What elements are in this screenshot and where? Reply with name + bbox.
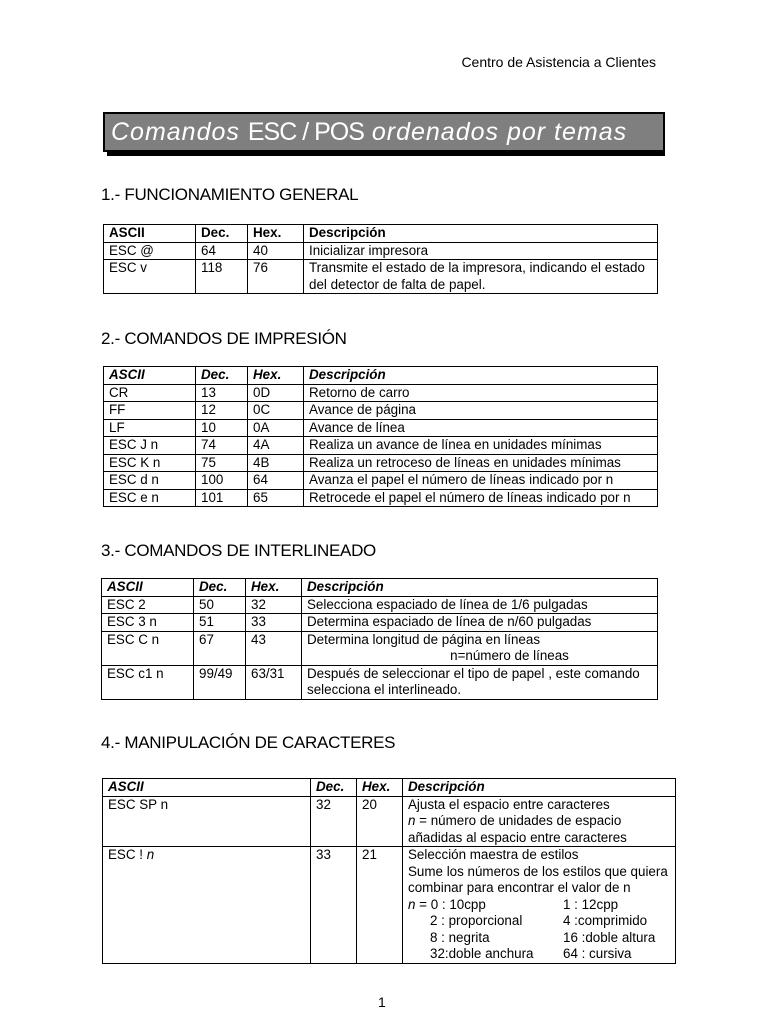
table-row — [104, 242, 658, 260]
col-header-desc: Descripción — [403, 779, 676, 797]
col-header-ascii: ASCII — [104, 225, 196, 243]
cell-dec: 118 — [196, 260, 248, 294]
col-header-desc: Descripción — [304, 367, 658, 385]
cell-desc: Determina espaciado de línea de n/60 pulgadas — [302, 614, 658, 632]
cell-dec: 13 — [196, 384, 248, 402]
cell-desc-line1: Selección maestra de estilos — [408, 847, 579, 862]
cell-hex: 4B — [248, 454, 304, 472]
var-n: n — [408, 813, 416, 828]
cell-ascii: ESC c1 n — [102, 665, 194, 699]
col-header-desc: Descripción — [304, 225, 658, 243]
cell-ascii: LF — [104, 419, 196, 437]
table-row — [102, 631, 658, 665]
cell-desc — [302, 631, 658, 665]
cell-dec: 12 — [196, 402, 248, 420]
cell-desc-line1: Ajusta el espacio entre caracteres — [408, 796, 610, 812]
table-row — [104, 454, 658, 472]
table-header-row — [104, 367, 658, 385]
col-header-ascii: ASCII — [104, 367, 196, 385]
table-row — [104, 384, 658, 402]
document-title — [103, 112, 665, 152]
cell-desc: Inicializar impresora — [304, 242, 658, 260]
cell-ascii: ESC 3 n — [102, 614, 194, 632]
cell-desc-line2 — [408, 813, 670, 846]
table-header-row — [103, 779, 676, 797]
col-header-dec: Dec. — [194, 579, 246, 597]
table-row — [102, 614, 658, 632]
style-values-grid — [408, 897, 670, 963]
table-row — [104, 437, 658, 455]
cell-ascii: FF — [104, 402, 196, 420]
section-heading-2: 2.- COMANDOS DE IMPRESIÓN — [101, 329, 347, 348]
table-row — [102, 596, 658, 614]
cell-dec: 99/49 — [194, 665, 246, 699]
cell-desc: Selecciona espaciado de línea de 1/6 pulgadas — [302, 596, 658, 614]
cell-ascii: ESC e n — [104, 489, 196, 507]
cell-hex: 43 — [246, 631, 302, 665]
table-row — [104, 419, 658, 437]
cell-desc: Retorno de carro — [304, 384, 658, 402]
cell-desc-line2: n=número de líneas — [450, 648, 569, 663]
cell-dec: 67 — [194, 631, 246, 665]
style-2: 2 : proporcional — [430, 913, 523, 928]
col-header-dec: Dec. — [196, 367, 248, 385]
title-part-1: Comandos — [111, 118, 240, 146]
style-64: 64 : cursiva — [563, 946, 632, 961]
cell-desc: Realiza un retroceso de líneas en unidades mínimas — [304, 454, 658, 472]
table-row — [103, 796, 676, 847]
var-n: n — [146, 847, 155, 862]
style-16: 16 :doble altura — [563, 929, 656, 945]
cell-ascii: ESC @ — [104, 242, 196, 260]
col-header-dec: Dec. — [196, 225, 248, 243]
title-part-3: ordenados por temas — [371, 118, 628, 146]
cell-hex: 63/31 — [246, 665, 302, 699]
cell-desc — [403, 796, 676, 847]
table-comandos-interlineado — [101, 578, 658, 700]
cell-ascii — [103, 847, 311, 964]
cell-hex: 76 — [248, 260, 304, 294]
table-funcionamiento-general — [103, 224, 658, 294]
cell-desc — [403, 847, 676, 964]
cell-ascii-text: ESC ! — [108, 847, 147, 862]
var-n: n — [408, 896, 416, 912]
cell-hex: 0C — [248, 402, 304, 420]
cell-ascii: CR — [104, 384, 196, 402]
col-header-desc: Descripción — [302, 579, 658, 597]
table-row — [103, 847, 676, 964]
cell-dec: 50 — [194, 596, 246, 614]
title-part-2: ESC / POS — [247, 118, 364, 146]
style-32: 32:doble anchura — [430, 946, 534, 961]
cell-ascii: ESC C n — [102, 631, 194, 665]
cell-dec: 64 — [196, 242, 248, 260]
col-header-ascii: ASCII — [102, 579, 194, 597]
cell-ascii: ESC v — [104, 260, 196, 294]
cell-dec: 101 — [196, 489, 248, 507]
section-heading-3: 3.- COMANDOS DE INTERLINEADO — [101, 541, 376, 560]
cell-desc: Transmite el estado de la impresora, indicando el estado del detector de falta de papel. — [304, 260, 658, 294]
cell-hex: 40 — [248, 242, 304, 260]
cell-ascii: ESC d n — [104, 472, 196, 490]
cell-dec: 100 — [196, 472, 248, 490]
style-1: 1 : 12cpp — [563, 896, 619, 912]
cell-dec: 32 — [311, 796, 357, 847]
cell-desc-line2-text: = número de unidades de espacio añadidas al espacio entre caracteres — [408, 813, 627, 845]
cell-ascii: ESC J n — [104, 437, 196, 455]
col-header-hex: Hex. — [357, 779, 403, 797]
cell-hex: 0A — [248, 419, 304, 437]
cell-hex: 4A — [248, 437, 304, 455]
col-header-ascii: ASCII — [103, 779, 311, 797]
cell-dec: 51 — [194, 614, 246, 632]
style-0-text: = 0 : 10cpp — [415, 896, 486, 912]
table-manipulacion-caracteres — [102, 778, 676, 964]
table-header-row — [102, 579, 658, 597]
cell-dec: 33 — [311, 847, 357, 964]
table-row — [102, 665, 658, 699]
cell-dec: 75 — [196, 454, 248, 472]
section-heading-1: 1.- FUNCIONAMIENTO GENERAL — [101, 185, 359, 204]
table-row — [104, 489, 658, 507]
col-header-hex: Hex. — [246, 579, 302, 597]
cell-hex: 65 — [248, 489, 304, 507]
cell-hex: 21 — [357, 847, 403, 964]
cell-dec: 74 — [196, 437, 248, 455]
col-header-hex: Hex. — [248, 225, 304, 243]
document-header: Centro de Asistencia a Clientes — [461, 54, 656, 70]
cell-hex: 33 — [246, 614, 302, 632]
cell-desc-line1: Determina longitud de página en líneas — [307, 631, 541, 647]
cell-hex: 64 — [248, 472, 304, 490]
table-row — [104, 472, 658, 490]
cell-desc: Después de seleccionar el tipo de papel , este comando selecciona el interlineado. — [302, 665, 658, 699]
table-row — [104, 402, 658, 420]
cell-ascii: ESC 2 — [102, 596, 194, 614]
cell-ascii: ESC SP n — [103, 796, 311, 847]
table-row — [104, 260, 658, 294]
cell-desc-line2: Sume los números de los estilos que quiera combinar para encontrar el valor de n — [408, 863, 668, 895]
cell-desc: Retrocede el papel el número de líneas indicado por n — [304, 489, 658, 507]
cell-desc: Avanza el papel el número de líneas indicado por n — [304, 472, 658, 490]
cell-desc: Avance de línea — [304, 419, 658, 437]
section-heading-4: 4.- MANIPULACIÓN DE CARACTERES — [101, 733, 396, 752]
cell-dec: 10 — [196, 419, 248, 437]
col-header-hex: Hex. — [248, 367, 304, 385]
style-0 — [408, 897, 563, 914]
table-comandos-impresion — [103, 366, 658, 507]
cell-hex: 0D — [248, 384, 304, 402]
cell-hex: 32 — [246, 596, 302, 614]
cell-desc: Avance de página — [304, 402, 658, 420]
page-number: 1 — [378, 994, 386, 1010]
cell-desc: Realiza un avance de línea en unidades mínimas — [304, 437, 658, 455]
style-4: 4 :comprimido — [563, 913, 648, 928]
cell-ascii: ESC K n — [104, 454, 196, 472]
col-header-dec: Dec. — [311, 779, 357, 797]
cell-hex: 20 — [357, 796, 403, 847]
style-8: 8 : negrita — [430, 929, 490, 945]
table-header-row — [104, 225, 658, 243]
